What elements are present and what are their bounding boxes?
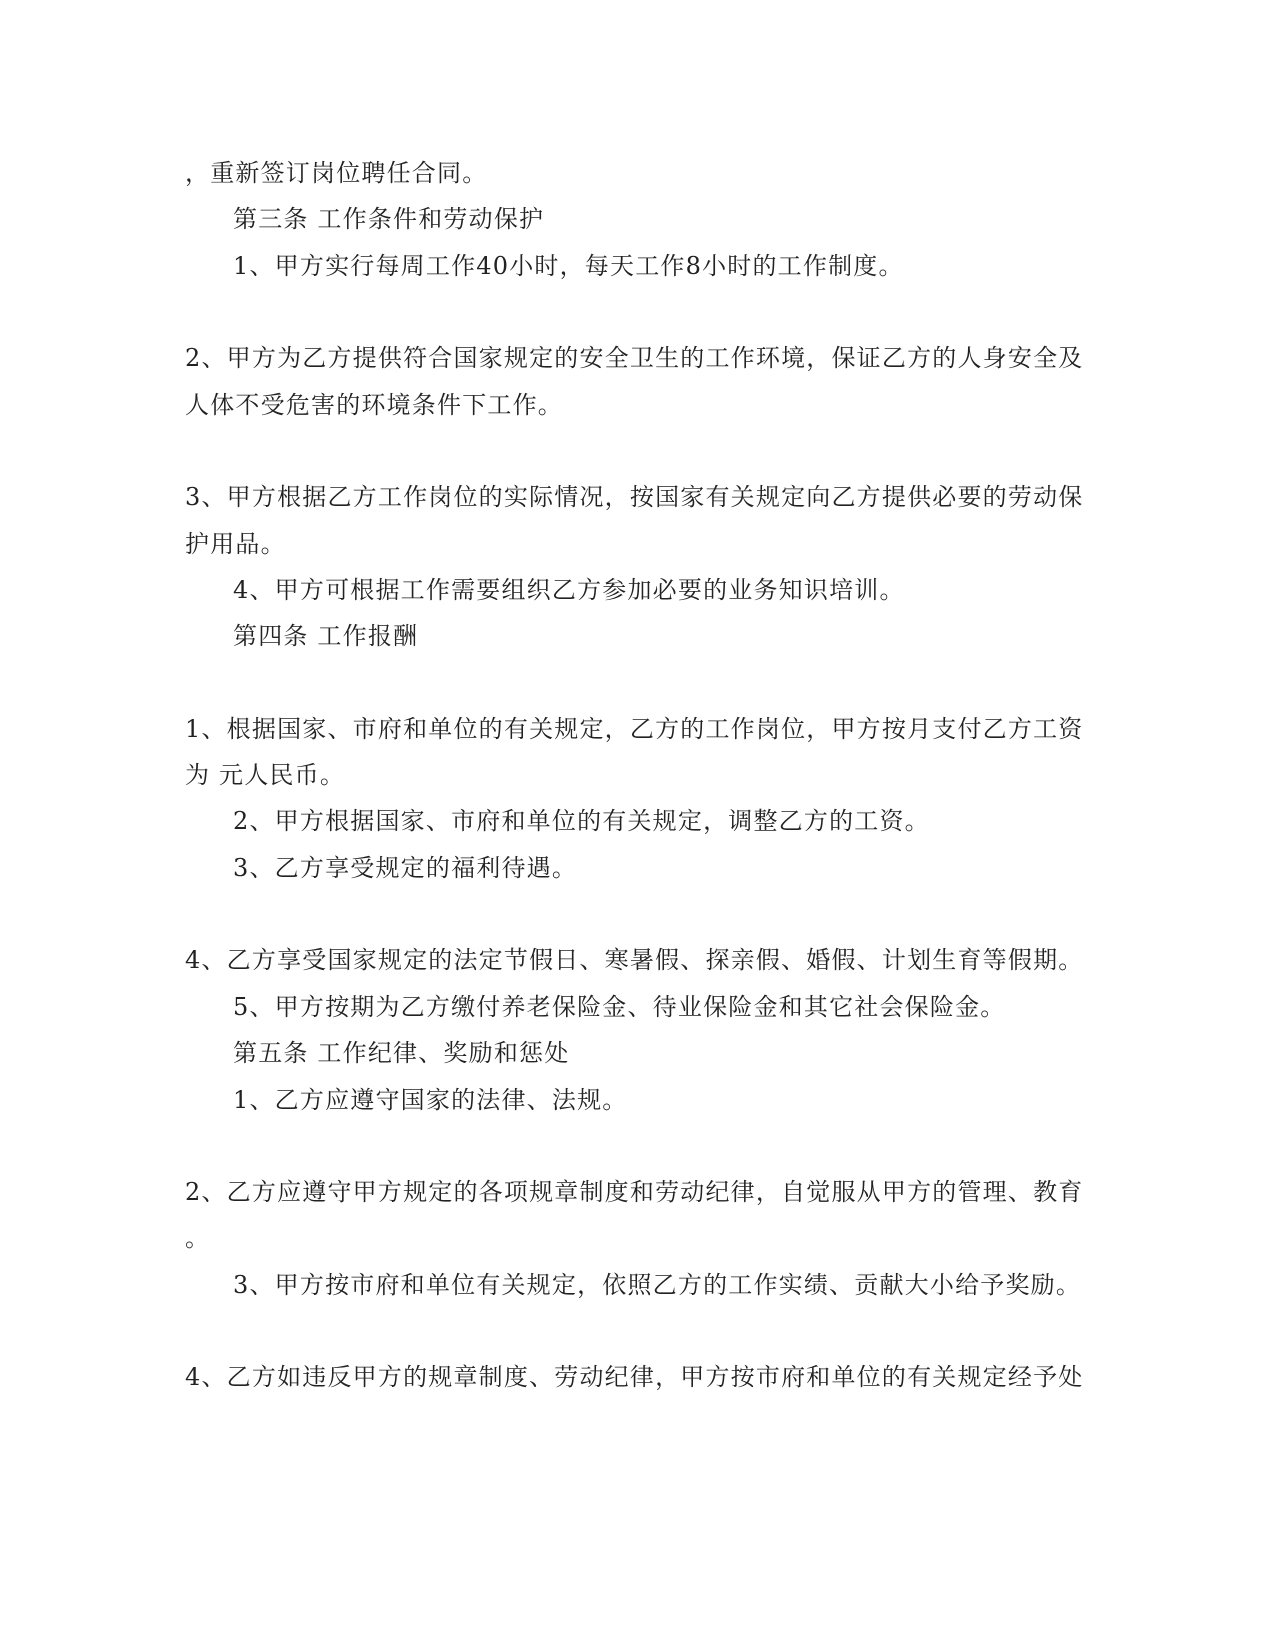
paragraph-line: 护用品。 <box>185 530 286 558</box>
paragraph-line: 为 元人民币。 <box>185 761 346 789</box>
paragraph-line: 人体不受危害的环境条件下工作。 <box>185 391 563 419</box>
paragraph-line: 2、甲方为乙方提供符合国家规定的安全卫生的工作环境，保证乙方的人身安全及 <box>185 344 1084 372</box>
paragraph-line: ，重新签订岗位聘任合同。 <box>185 159 488 187</box>
paragraph-line: 1、甲方实行每周工作40小时，每天工作8小时的工作制度。 <box>233 252 904 280</box>
paragraph-line: 4、乙方如违反甲方的规章制度、劳动纪律，甲方按市府和单位的有关规定经予处 <box>185 1363 1084 1391</box>
paragraph-line: 1、乙方应遵守国家的法律、法规。 <box>233 1086 628 1114</box>
section-heading: 第三条 工作条件和劳动保护 <box>233 205 545 233</box>
paragraph-line: 2、乙方应遵守甲方规定的各项规章制度和劳动纪律，自觉服从甲方的管理、教育 <box>185 1178 1084 1206</box>
section-heading: 第四条 工作报酬 <box>233 622 419 650</box>
paragraph-line: 。 <box>185 1224 211 1252</box>
paragraph-line: 3、甲方根据乙方工作岗位的实际情况，按国家有关规定向乙方提供必要的劳动保 <box>185 483 1084 511</box>
paragraph-line: 4、乙方享受国家规定的法定节假日、寒暑假、探亲假、婚假、计划生育等假期。 <box>185 946 1084 974</box>
section-heading: 第五条 工作纪律、奖励和惩处 <box>233 1039 570 1067</box>
paragraph-line: 4、甲方可根据工作需要组织乙方参加必要的业务知识培训。 <box>233 576 905 604</box>
paragraph-line: 2、甲方根据国家、市府和单位的有关规定，调整乙方的工资。 <box>233 807 930 835</box>
paragraph-line: 3、甲方按市府和单位有关规定，依照乙方的工作实绩、贡献大小给予奖励。 <box>233 1271 1082 1299</box>
paragraph-line: 3、乙方享受规定的福利待遇。 <box>233 854 578 882</box>
paragraph-line: 5、甲方按期为乙方缴付养老保险金、待业保险金和其它社会保险金。 <box>233 993 1006 1021</box>
paragraph-line: 1、根据国家、市府和单位的有关规定，乙方的工作岗位，甲方按月支付乙方工资 <box>185 715 1084 743</box>
